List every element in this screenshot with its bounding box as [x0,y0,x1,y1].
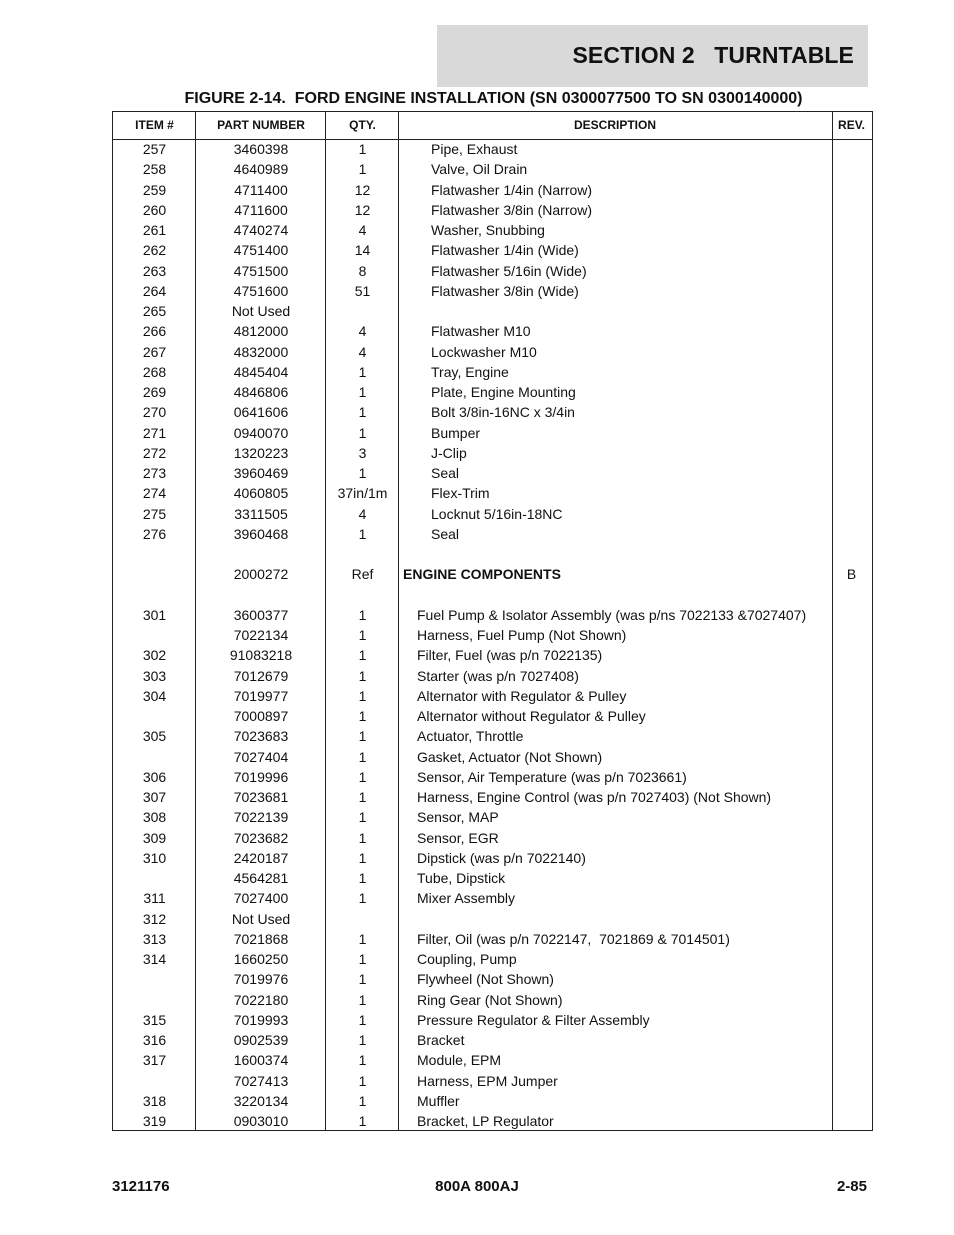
cell-description: Coupling, Pump [417,951,517,967]
cell-revision: B [846,566,857,583]
cell-description: Seal [431,465,460,481]
cell-description: Muffler [417,1092,460,1109]
table-row [113,262,872,282]
table-row [113,970,872,990]
cell-item-number: 261 [142,222,167,238]
cell-quantity: 1 [358,384,367,400]
table-row [113,565,872,585]
cell-part-number: 0641606 [233,404,289,421]
cell-description: Fuel Pump & Isolator Assembly (was p/ns 7022133 &7027407) [417,606,807,623]
cell-description: Pressure Regulator & Filter Assembly [417,1011,650,1028]
cell-quantity: 1 [358,728,367,745]
cell-item-number: 269 [142,384,167,400]
cell-part-number: 7000897 [233,708,289,724]
table-row [113,586,872,606]
table-row [113,829,872,849]
table-row [113,525,872,545]
cell-quantity: 1 [358,1092,367,1109]
cell-quantity: 8 [358,262,367,279]
cell-item-number: 270 [142,404,167,421]
cell-quantity: 12 [354,201,371,218]
cell-description: Sensor, Air Temperature (was p/n 7023661) [417,768,687,785]
table-row [113,343,872,363]
cell-part-number: 4060805 [233,485,289,502]
cell-item-number: 306 [142,768,167,785]
cell-quantity: 4 [358,222,367,238]
cell-description: Ring Gear (Not Shown) [417,991,563,1008]
cell-item-number: 276 [142,525,167,542]
cell-item-number: 301 [142,606,167,623]
cell-quantity: 1 [358,667,367,684]
cell-description: Mixer Assembly [417,890,516,907]
cell-item-number: 319 [142,1113,167,1129]
cell-quantity: 1 [358,647,367,664]
cell-part-number: 1320223 [233,444,289,461]
cell-item-number: 315 [142,1011,167,1028]
table-row [113,1051,872,1071]
cell-part-number: 4845404 [233,363,289,380]
cell-quantity: 1 [358,870,367,886]
cell-part-number: 7027400 [233,890,289,907]
cell-part-number: 4740274 [233,222,289,238]
table-row [113,687,872,707]
cell-quantity: 1 [358,829,367,846]
cell-part-number: 4711400 [234,181,288,198]
cell-part-number: 3960468 [233,525,289,542]
cell-quantity: 1 [358,1072,367,1089]
table-row [113,991,872,1011]
cell-part-number: 1660250 [233,951,289,967]
cell-quantity: 1 [358,789,367,805]
cell-part-number: 4846806 [233,384,289,400]
cell-description: Flatwasher 3/8in (Wide) [431,282,579,299]
cell-description: Flatwasher 1/4in (Narrow) [431,181,593,198]
table-row [113,181,872,201]
cell-item-number: 274 [142,485,167,502]
cell-item-number: 262 [142,242,167,259]
cell-quantity: 1 [358,1032,367,1048]
cell-description: Flatwasher M10 [431,323,531,340]
table-row [113,788,872,808]
table-row [113,363,872,383]
cell-part-number: 7023682 [233,829,289,846]
cell-part-number: 7021868 [233,930,289,947]
table-row [113,910,872,930]
cell-description: ENGINE COMPONENTS [403,566,561,583]
cell-item-number: 304 [142,687,167,704]
table-row [113,1112,872,1132]
table-row [113,302,872,322]
cell-item-number: 259 [142,181,167,198]
table-row [113,626,872,646]
cell-item-number: 309 [142,829,167,846]
cell-description: Alternator with Regulator & Pulley [417,687,627,704]
cell-part-number: 3220134 [233,1092,289,1109]
cell-description: Harness, Engine Control (was p/n 7027403) (Not Shown) [417,789,772,805]
cell-quantity: 1 [358,971,367,988]
cell-item-number: 302 [142,647,167,664]
cell-part-number: 3960469 [233,465,289,481]
cell-item-number: 318 [142,1092,167,1109]
cell-item-number: 308 [142,809,167,826]
cell-part-number: 7022180 [233,991,289,1008]
cell-quantity: 1 [358,930,367,947]
cell-item-number: 265 [142,303,167,319]
cell-quantity: 51 [354,282,371,299]
table-row [113,403,872,423]
cell-quantity: 1 [358,1011,367,1028]
cell-part-number: 2420187 [233,849,289,866]
table-row [113,768,872,788]
cell-part-number: 7019996 [233,768,289,785]
table-row [113,444,872,464]
table-row [113,424,872,444]
cell-item-number: 307 [142,789,167,805]
cell-quantity: 1 [358,890,367,907]
cell-item-number: 311 [143,890,166,907]
table-body [113,140,872,1132]
table-row [113,322,872,342]
cell-description: Starter (was p/n 7027408) [417,667,579,684]
table-row [113,667,872,687]
cell-item-number: 264 [142,282,167,299]
table-row [113,869,872,889]
cell-description: Harness, EPM Jumper [417,1072,558,1089]
table-row [113,505,872,525]
cell-description: Bracket [417,1032,465,1048]
cell-part-number: 7022139 [233,809,289,826]
footer-doc-number: 3121176 [112,1178,170,1195]
cell-item-number: 312 [142,910,167,927]
cell-quantity: 3 [358,444,367,461]
cell-description: Bracket, LP Regulator [417,1113,554,1129]
cell-quantity: 4 [358,505,367,522]
cell-quantity: 1 [358,606,367,623]
cell-part-number: Not Used [231,303,291,319]
table-row [113,606,872,626]
table-row [113,1031,872,1051]
footer-model: 800A 800AJ [435,1178,519,1195]
cell-part-number: 3600377 [233,606,289,623]
cell-part-number: 4564281 [233,870,289,886]
cell-item-number: 263 [142,262,167,279]
cell-part-number: 0903010 [233,1113,289,1129]
cell-item-number: 272 [142,444,167,461]
table-row [113,727,872,747]
cell-description: Plate, Engine Mounting [431,384,576,400]
cell-part-number: 0902539 [233,1032,289,1048]
table-row [113,748,872,768]
cell-quantity: 1 [358,849,367,866]
cell-item-number: 275 [142,505,167,522]
cell-quantity: 1 [358,161,367,178]
cell-quantity: 1 [358,951,367,967]
section-header-box [437,25,868,87]
cell-part-number: 4751500 [233,262,289,279]
cell-item-number: 267 [142,343,167,360]
cell-quantity: 1 [358,687,367,704]
cell-description: Seal [431,525,460,542]
table-row [113,1011,872,1031]
cell-item-number: 273 [142,465,167,481]
table-row [113,930,872,950]
cell-item-number: 266 [142,323,167,340]
cell-part-number: 7023681 [233,789,289,805]
table-row [113,950,872,970]
column-header-qty: QTY. [349,118,376,132]
cell-quantity: 1 [358,363,367,380]
cell-quantity: 1 [358,809,367,826]
cell-part-number: 7027413 [233,1072,289,1089]
cell-description: Flatwasher 3/8in (Narrow) [431,201,593,218]
cell-quantity: 37in/1m [337,485,388,502]
column-header-item: ITEM # [135,118,174,132]
cell-description: Alternator without Regulator & Pulley [417,708,646,724]
cell-part-number: 91083218 [229,647,293,664]
cell-part-number: 7019977 [233,687,289,704]
cell-item-number: 303 [142,667,167,684]
cell-part-number: 7022134 [233,627,289,643]
footer-page-number: 2-85 [836,1178,867,1195]
cell-description: Dipstick (was p/n 7022140) [417,849,586,866]
cell-part-number: 1600374 [233,1052,289,1069]
cell-description: Bolt 3/8in-16NC x 3/4in [431,404,575,421]
cell-part-number: 4832000 [233,343,289,360]
cell-quantity: 1 [358,141,367,157]
cell-part-number: 7023683 [233,728,289,745]
cell-description: Bumper [431,424,481,441]
cell-description: Valve, Oil Drain [431,161,528,178]
cell-quantity: 1 [358,1052,367,1069]
cell-item-number: 257 [142,141,167,157]
cell-quantity: 1 [358,465,367,481]
table-row [113,1092,872,1112]
cell-item-number: 271 [142,424,167,441]
table-row [113,160,872,180]
cell-description: Sensor, MAP [417,809,499,826]
cell-description: Harness, Fuel Pump (Not Shown) [417,627,627,643]
cell-part-number: 4751400 [233,242,289,259]
cell-item-number: 316 [142,1032,167,1048]
cell-quantity: 14 [354,242,371,259]
table-row [113,484,872,504]
figure-title: FIGURE 2-14. FORD ENGINE INSTALLATION (SN 0300077500 TO SN 0300140000) [184,90,803,107]
cell-quantity: 1 [358,708,367,724]
cell-item-number: 313 [142,930,167,947]
table-row [113,140,872,160]
column-header-part-number: PART NUMBER [217,118,305,132]
cell-part-number: 4711600 [234,201,288,218]
cell-item-number: 310 [142,849,167,866]
table-row [113,1072,872,1092]
cell-quantity: 1 [358,748,367,765]
cell-part-number: 4751600 [233,282,289,299]
table-row [113,464,872,484]
cell-part-number: 4812000 [233,323,289,340]
cell-description: Filter, Fuel (was p/n 7022135) [417,647,603,664]
cell-item-number: 260 [142,201,167,218]
cell-item-number: 268 [142,363,167,380]
cell-part-number: 4640989 [233,161,289,178]
table-row [113,241,872,261]
cell-description: Flex-Trim [431,485,490,502]
cell-description: Pipe, Exhaust [431,141,518,157]
cell-part-number: Not Used [231,910,291,927]
table-row [113,849,872,869]
cell-quantity: 1 [358,991,367,1008]
cell-description: Lockwasher M10 [431,343,537,360]
cell-description: Filter, Oil (was p/n 7022147, 7021869 & 7014501) [417,930,730,947]
cell-quantity: 1 [358,1113,367,1129]
parts-table [112,111,873,1131]
cell-description: Gasket, Actuator (Not Shown) [417,748,603,765]
cell-description: Flatwasher 1/4in (Wide) [431,242,579,259]
cell-quantity: 12 [354,181,371,198]
cell-part-number: 7019993 [233,1011,289,1028]
table-row [113,221,872,241]
cell-description: Flatwasher 5/16in (Wide) [431,262,587,279]
cell-description: Tube, Dipstick [417,870,506,886]
cell-part-number: 3460398 [233,141,289,157]
cell-part-number: 7019976 [233,971,289,988]
cell-quantity: 1 [358,424,367,441]
cell-quantity: 1 [358,627,367,643]
cell-description: Sensor, EGR [417,829,499,846]
cell-item-number: 314 [142,951,167,967]
cell-part-number: 2000272 [233,566,289,583]
cell-description: Module, EPM [417,1052,502,1069]
table-row [113,808,872,828]
table-row [113,707,872,727]
cell-quantity: 1 [358,525,367,542]
table-row [113,282,872,302]
cell-quantity: 1 [358,404,367,421]
cell-description: Actuator, Throttle [417,728,524,745]
section-title: SECTION 2 TURNTABLE [572,42,854,68]
cell-part-number: 7012679 [233,667,289,684]
table-row [113,646,872,666]
cell-description: Locknut 5/16in-18NC [431,505,563,522]
table-row [113,201,872,221]
table-row [113,545,872,565]
cell-item-number: 305 [142,728,167,745]
cell-quantity: 1 [358,768,367,785]
cell-description: Washer, Snubbing [431,222,545,238]
table-row [113,383,872,403]
cell-part-number: 7027404 [233,748,289,765]
cell-item-number: 258 [142,161,167,178]
cell-quantity: 4 [358,343,367,360]
cell-part-number: 0940070 [233,424,289,441]
table-row [113,889,872,909]
cell-item-number: 317 [142,1052,167,1069]
column-header-description: DESCRIPTION [573,118,656,132]
cell-description: Tray, Engine [431,363,509,380]
cell-description: J-Clip [431,444,467,461]
cell-quantity: Ref [351,566,374,583]
cell-part-number: 3311505 [234,505,288,522]
cell-quantity: 4 [358,323,367,340]
cell-description: Flywheel (Not Shown) [417,971,554,988]
column-header-rev: REV. [838,118,865,132]
